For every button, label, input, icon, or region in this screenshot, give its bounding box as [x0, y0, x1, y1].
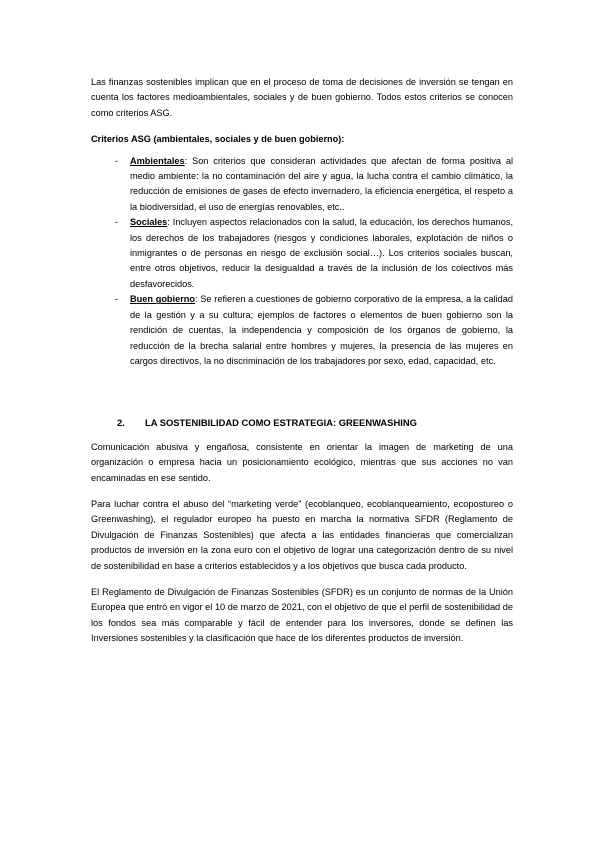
intro-paragraph: Las finanzas sostenibles implican que en el proceso de toma de decisiones de inversión se tengan en cuenta los factores medioambientales, sociales y de buen gobierno. Todos estos criterios se conocen como criterios ASG. — [91, 77, 513, 118]
body-paragraph: El Reglamento de Divulgación de Finanzas Sostenibles (SFDR) es un conjunto de normas de la Unión Europea que entró en vigor el 10 de marzo de 2021, con el objetivo de que el perfil de sostenibilidad de los fondos sea más comparable y fácil de entender para los inversores, donde se definen las Inversiones sostenibles y la clasificación que hace de los diferentes productos de inversión. — [91, 586, 513, 644]
body-paragraph: Comunicación abusiva y engañosa, consistente en orientar la imagen de marketing de una organización o empresa hacia un posicionamiento ecológico, mientras que sus acciones no van encaminadas en ese sentido. — [91, 441, 513, 483]
criteria-term: Sociales — [130, 217, 168, 228]
criteria-item-ambientales — [91, 154, 513, 216]
bullet-dash: - — [115, 155, 119, 166]
section-number: 2. — [117, 417, 125, 429]
criteria-description: : Incluyen aspectos relacionados con la salud, la educación, los derechos humanos, los derechos de los trabajadores (riesgos y condiciones laborales, explotación de niños o inmigrantes o de personas en riesgo de exclusión social…). Los criterios sociales buscan, entre otros objetivos, reducir la desigualdad a través de la inclusión de los colectivos más desfavorecidos. — [130, 217, 513, 289]
criteria-list — [91, 154, 513, 370]
criteria-item-buen-gobierno — [91, 292, 513, 369]
criteria-term: Buen gobierno — [130, 294, 196, 305]
section-title: LA SOSTENIBILIDAD COMO ESTRATEGIA: GREENWASHING — [145, 417, 417, 429]
criteria-heading: Criterios ASG (ambientales, sociales y de buen gobierno): — [91, 134, 345, 145]
criteria-term: Ambientales — [130, 155, 185, 166]
criteria-description: : Son criterios que consideran actividades que afectan de forma positiva al medio ambiente: la no contaminación del aire y agua, la lucha contra el cambio climático, la reducción de emisiones de gases de efecto invernadero, la eficiencia energética, el respeto a la biodiversidad, el uso de energías renovables, etc.. — [130, 155, 513, 212]
section-heading — [91, 415, 513, 430]
bullet-dash: - — [115, 217, 119, 228]
bullet-dash: - — [115, 294, 119, 305]
criteria-description: : Se refieren a cuestiones de gobierno corporativo de la empresa, a la calidad de la gestión y a su cultura; ejemplos de factores o elementos de buen gobierno son la rendición de cuentas, la independencia y composición de los órganos de gobierno, la reducción de la brecha salarial entre hombres y mujeres, la presencia de las mujeres en cargos directivos, la no discriminación de los trabajadores por sexo, edad, capacidad, etc. — [130, 294, 513, 366]
criteria-item-sociales — [91, 215, 513, 292]
body-paragraph: Para luchar contra el abuso del “marketing verde” (ecoblanqueo, ecoblanqueamiento, ecopostureo o Greenwashing), el regulador europeo ha puesto en marcha la normativa SFDR (Reglamento de Divulgación de Finanzas Sostenibles) que afecta a las entidades financieras que comercializan productos de inversión en la zona euro con el objetivo de lograr una categorización dentro de su nivel de sostenibilidad en base a criterios establecidos y a los objetivos que busca cada producto. — [91, 498, 513, 571]
